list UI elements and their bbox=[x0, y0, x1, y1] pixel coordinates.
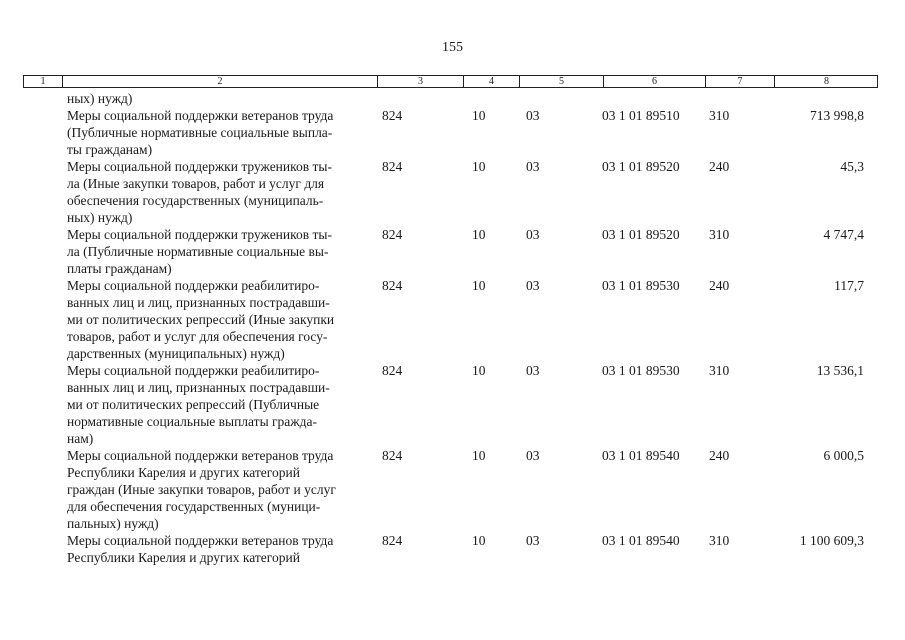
cell-col-7: 310 bbox=[709, 108, 730, 123]
header-col-7: 7 bbox=[705, 76, 774, 87]
cell-col-7: 310 bbox=[709, 533, 730, 548]
description-line: Меры социальной поддержки реабилитиро- bbox=[67, 278, 320, 293]
header-col-3: 3 bbox=[377, 76, 463, 87]
cell-col-6: 03 1 01 89510 bbox=[602, 108, 680, 123]
cell-col-6: 03 1 01 89530 bbox=[602, 278, 680, 293]
header-col-1: 1 bbox=[40, 76, 46, 87]
cell-col-7: 310 bbox=[709, 227, 730, 242]
cell-col-3: 824 bbox=[382, 533, 403, 548]
cell-col-7: 310 bbox=[709, 363, 730, 378]
description-line: Меры социальной поддержки ветеранов труда bbox=[67, 108, 334, 123]
row-description bbox=[67, 532, 373, 566]
cell-col-4: 10 bbox=[472, 108, 486, 123]
cell-col-6: 03 1 01 89520 bbox=[602, 227, 680, 242]
description-line: Меры социальной поддержки тружеников ты- bbox=[67, 227, 332, 242]
description-line: товаров, работ и услуг для обеспечения госу- bbox=[67, 329, 328, 344]
cell-col-8: 713 998,8 bbox=[810, 108, 864, 123]
cell-col-4: 10 bbox=[472, 159, 486, 174]
cell-col-6: 03 1 01 89530 bbox=[602, 363, 680, 378]
cell-col-3: 824 bbox=[382, 448, 403, 463]
description-line: ты гражданам) bbox=[67, 142, 153, 157]
cell-col-7: 240 bbox=[709, 159, 730, 174]
description-line: Республики Карелия и других категорий bbox=[67, 550, 300, 565]
cell-col-8: 13 536,1 bbox=[816, 363, 864, 378]
cell-col-6: 03 1 01 89520 bbox=[602, 159, 680, 174]
description-line: нам) bbox=[67, 431, 94, 446]
cell-col-4: 10 bbox=[472, 533, 486, 548]
description-line: для обеспечения государственных (муници- bbox=[67, 499, 321, 514]
description-line: ми от политических репрессий (Иные закупки bbox=[67, 312, 335, 327]
cell-col-5: 03 bbox=[526, 159, 540, 174]
cell-col-4: 10 bbox=[472, 448, 486, 463]
header-col-5: 5 bbox=[519, 76, 603, 87]
header-col-4: 4 bbox=[463, 76, 519, 87]
description-line: ла (Публичные нормативные социальные вы- bbox=[67, 244, 329, 259]
description-line: ванных лиц и лиц, признанных пострадавши- bbox=[67, 380, 330, 395]
header-col-2: 2 bbox=[62, 76, 377, 87]
row-description bbox=[67, 226, 373, 277]
description-line: Меры социальной поддержки тружеников ты- bbox=[67, 159, 332, 174]
row-description bbox=[67, 362, 373, 447]
cell-col-5: 03 bbox=[526, 108, 540, 123]
continuation-text: ных) нужд) bbox=[67, 91, 133, 106]
description-line: платы гражданам) bbox=[67, 261, 172, 276]
cell-col-8: 4 747,4 bbox=[823, 227, 864, 242]
row-description bbox=[67, 107, 373, 158]
cell-col-5: 03 bbox=[526, 227, 540, 242]
cell-col-5: 03 bbox=[526, 278, 540, 293]
cell-col-4: 10 bbox=[472, 227, 486, 242]
cell-col-3: 824 bbox=[382, 363, 403, 378]
cell-col-8: 117,7 bbox=[834, 278, 864, 293]
cell-col-6: 03 1 01 89540 bbox=[602, 448, 680, 463]
cell-col-3: 824 bbox=[382, 227, 403, 242]
description-line: дарственных (муниципальных) нужд) bbox=[67, 346, 285, 361]
description-line: ванных лиц и лиц, признанных пострадавши- bbox=[67, 295, 330, 310]
cell-col-6: 03 1 01 89540 bbox=[602, 533, 680, 548]
cell-col-5: 03 bbox=[526, 363, 540, 378]
cell-col-3: 824 bbox=[382, 278, 403, 293]
cell-col-8: 6 000,5 bbox=[823, 448, 864, 463]
cell-col-5: 03 bbox=[526, 448, 540, 463]
description-line: Республики Карелия и других категорий bbox=[67, 465, 300, 480]
description-line: (Публичные нормативные социальные выпла- bbox=[67, 125, 333, 140]
cell-col-7: 240 bbox=[709, 448, 730, 463]
description-line: ми от политических репрессий (Публичные bbox=[67, 397, 320, 412]
row-description bbox=[67, 158, 373, 226]
description-line: пальных) нужд) bbox=[67, 516, 159, 531]
description-line: нормативные социальные выплаты гражда- bbox=[67, 414, 317, 429]
cell-col-5: 03 bbox=[526, 533, 540, 548]
row-description bbox=[67, 447, 373, 532]
cell-col-4: 10 bbox=[472, 278, 486, 293]
cell-col-3: 824 bbox=[382, 108, 403, 123]
description-line: ла (Иные закупки товаров, работ и услуг для bbox=[67, 176, 325, 191]
description-line: Меры социальной поддержки ветеранов труда bbox=[67, 533, 334, 548]
description-line: ных) нужд) bbox=[67, 210, 133, 225]
table-header bbox=[23, 75, 878, 88]
row-description bbox=[67, 277, 373, 362]
description-line: обеспечения государственных (муниципаль- bbox=[67, 193, 324, 208]
description-line: Меры социальной поддержки реабилитиро- bbox=[67, 363, 320, 378]
cell-col-8: 1 100 609,3 bbox=[799, 533, 864, 548]
page-number: 155 bbox=[442, 40, 463, 55]
description-line: граждан (Иные закупки товаров, работ и услуг bbox=[67, 482, 336, 497]
description-line: Меры социальной поддержки ветеранов труда bbox=[67, 448, 334, 463]
header-col-8: 8 bbox=[774, 76, 878, 87]
cell-col-3: 824 bbox=[382, 159, 403, 174]
cell-col-7: 240 bbox=[709, 278, 730, 293]
cell-col-4: 10 bbox=[472, 363, 486, 378]
cell-col-8: 45,3 bbox=[840, 159, 864, 174]
header-col-6: 6 bbox=[603, 76, 705, 87]
